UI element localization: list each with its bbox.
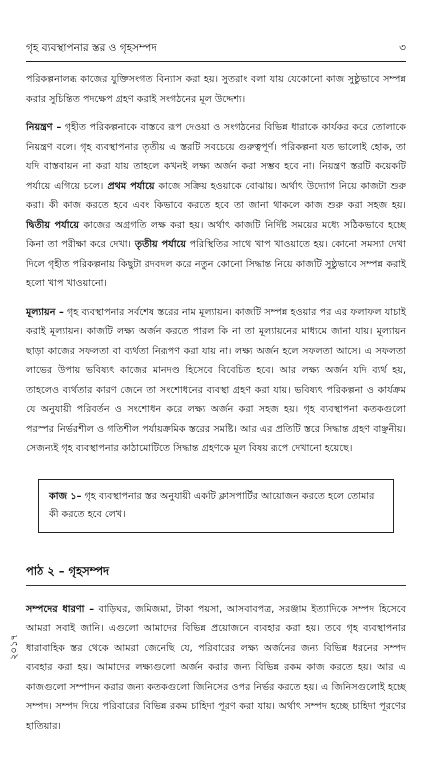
control-text-3: কাজের অগ্রগতি লক্ষ করা হয়। অর্থাৎ কাজটি নির্দিষ্ট সময়ের মধ্যে সঠিকভাবে হচ্ছে কিনা তা পরীক্ষা করে দেখা। — [26, 219, 406, 250]
control-text-2: কাজে সক্রিয় হওয়াকে বোঝায়। অর্থাৎ উদ্যোগ নিয়ে কাজটা শুরু করা। কী কাজ করতে হবে এবং কিভাবে করতে হবে তা জানা থাকলে কাজ শুরু করা সহজ হয়। — [26, 180, 406, 211]
resource-text: বাড়িঘর, জমিজমা, টাকা পয়সা, আসবাবপত্র, সরঞ্জাম ইত্যাদিকে সম্পদ হিসেবে আমরা সবাই জানি। এগুলো আমাদের বিভিন্ন প্রয়োজনে ব্যবহার করা হয়। তবে গৃহ ব্যবস্থাপনার ধারাবাহিক স্তর থেকে আমরা জেনেছি যে, পরিবারের লক্ষ্য অর্জনের জন্য বিভিন্ন ধরনের সম্পদ ব্যবহার করা হয়। আমাদের লক্ষ্যগুলো অর্জন করার জন্য বিভিন্ন রকম কাজ করতে হয়। আর এ কাজগুলো সম্পাদন করার জন্য কতকগুলো জিনিসের ওপর নির্ভর করতে হয়। এ জিনিসগুলোই হচ্ছে সম্পদ। সম্পদ দিয়ে পরিবারের বিভিন্ন রকম চাহিদা পূরণ করা যায়। অর্থাৎ সম্পদ হচ্ছে চাহিদা পূরণের হাতিয়ার। — [26, 603, 406, 732]
evaluation-text: গৃহ ব্যবস্থাপনার সর্বশেষ স্তরের নাম মূল্যায়ন। কাজটি সম্পন্ন হওয়ার পর এর ফলাফল যাচাই করাই মূল্যায়ন। কাজটি লক্ষ্য অর্জন করতে পারল কি না তা মূল্যায়নের মাধ্যমে জানা যায়। মূল্যায়ন ছাড়া কাজের সফলতা বা ব্যর্থতা নিরূপণ করা যায় না। লক্ষ্য অর্জন হলে সফলতা আসে। এ সফলতা লাভের উপায় ভবিষ্যৎ কাজের মানদণ্ড হিসেবে বিবেচিত হবে। আর লক্ষ্য অর্জন যদি ব্যর্থ হয়, তাহলেও ব্যর্থতার কারণ জেনে তা সংশোধনের ব্যবস্থা গ্রহণ করা যায়। ভবিষ্যৎ পরিকল্পনা ও কার্যক্রম যে অনুযায়ী পরিবর্তন ও সংশোধন করে লক্ষ্য অর্জন করা সহজ হয়। গৃহ ব্যবস্থাপনা কতকগুলো পরস্পর নির্ভরশীল ও গতিশীল পর্যায়ক্রমিক স্তরের সমষ্টি। আর এর প্রতিটি স্তরে সিদ্ধান্ত গ্রহণ বাঞ্ছনীয়। সেজন্যই গৃহ ব্যবস্থাপনার কাঠামোটিতে সিদ্ধান্ত গ্রহণকে মূল বিষয় রূপে দেখানো হয়েছে। — [26, 306, 407, 454]
resource-paragraph — [26, 600, 406, 737]
task-box — [38, 479, 394, 533]
stage-3-label: তৃতীয় পর্যায়ে — [130, 239, 186, 250]
control-text-1: গৃহীত পরিকল্পনাকে বাস্তবে রূপ দেওয়া ও সংগঠনের বিভিন্ন ধারাকে কার্যকর করে তোলাকে নিয়ন্ত্রণ বলে। গৃহ ব্যবস্থাপনার তৃতীয় এ স্তরটি সবচেয়ে গুরুত্বপূর্ণ। পরিকল্পনা যত ভালোই হোক, তা যদি বাস্তবায়ন না করা যায় তাহলে কখনই লক্ষ্য অর্জন করা সম্ভব হবে না। নিয়ন্ত্রণ স্তরটি কয়েকটি পর্যায়ে এগিয়ে চলে। — [26, 122, 406, 192]
stage-1-label: প্রথম পর্যায়ে — [103, 180, 155, 192]
stage-2-label: দ্বিতীয় পর্যায়ে — [26, 219, 79, 231]
lesson-heading: পাঠ ২ – গৃহসম্পদ — [26, 563, 406, 586]
page-number: ৩ — [399, 42, 406, 54]
page-body — [26, 70, 406, 745]
control-text-4: পরিস্থিতির সাথে খাপ খাওয়াতে হয়। কোনো সমস্যা দেখা দিলে গৃহীত পরিকল্পনায় কিছুটা রদবদল করে নতুন কোনো সিদ্ধান্ত নিয়ে কাজটি সুষ্ঠুভাবে সম্পন্ন করাই হলো খাপ খাওয়ানো। — [26, 239, 406, 289]
control-paragraph — [26, 118, 406, 294]
evaluation-paragraph — [26, 303, 406, 459]
intro-paragraph: পরিকল্পনালব্ধ কাজের যুক্তিসংগত বিন্যাস করা হয়। সুতরাং বলা যায় যেকোনো কাজ সুষ্ঠুভাবে সম্পন্ন করার সুচিন্তিত পদক্ষেপ গ্রহণ করাই সংগঠনের মূল উদ্দেশ্য। — [26, 74, 406, 105]
side-year-mark: ২০১৭ — [9, 634, 20, 660]
task-text: গৃহ ব্যবস্থাপনার স্তর অনুযায়ী একটি ক্লাসপার্টির আয়োজন করতে হলে তোমার কী করতে হবে লেখ। — [49, 490, 375, 520]
control-term: নিয়ন্ত্রণ – — [26, 122, 62, 133]
running-title: গৃহ ব্যবস্থাপনার স্তর ও গৃহসম্পদ — [26, 42, 157, 54]
evaluation-term: মূল্যায়ন – — [26, 306, 64, 318]
task-label: কাজ ১– — [49, 490, 82, 502]
resource-term: সম্পদের ধারণা – — [26, 603, 95, 615]
page-header — [26, 36, 406, 62]
